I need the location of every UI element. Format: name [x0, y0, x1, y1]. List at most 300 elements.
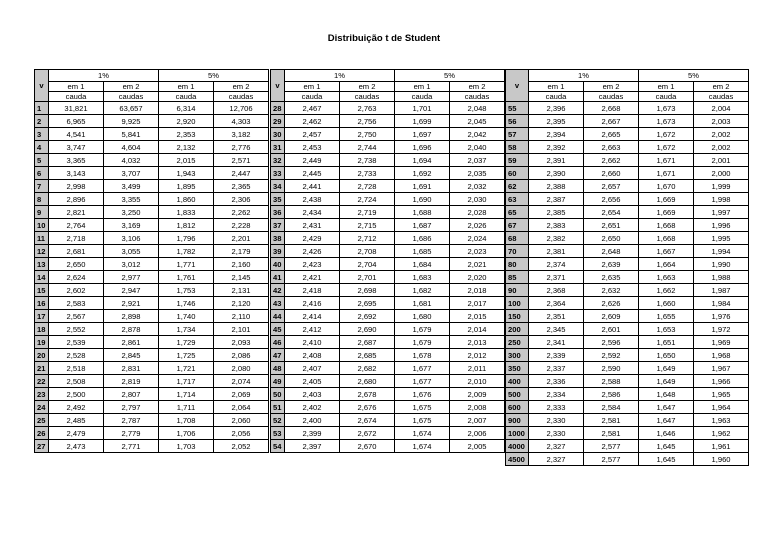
critical-value: 1,796	[159, 232, 214, 245]
critical-value: 1,675	[395, 401, 450, 414]
critical-value: 2,017	[450, 297, 505, 310]
critical-value: 2,583	[49, 297, 104, 310]
critical-value: 2,473	[49, 440, 104, 453]
critical-value: 2,500	[49, 388, 104, 401]
table-row	[506, 206, 749, 219]
critical-value: 2,009	[450, 388, 505, 401]
header-row	[506, 70, 749, 82]
subheader-row-2	[506, 92, 749, 102]
critical-value: 2,010	[450, 375, 505, 388]
critical-value: 1,663	[639, 271, 694, 284]
degrees-of-freedom: 52	[271, 414, 285, 427]
critical-value: 2,429	[285, 232, 340, 245]
header-two-tail: em 2	[450, 82, 505, 92]
critical-value: 2,353	[159, 128, 214, 141]
degrees-of-freedom: 29	[271, 115, 285, 128]
degrees-of-freedom: 39	[271, 245, 285, 258]
critical-value: 2,898	[104, 310, 159, 323]
degrees-of-freedom: 32	[271, 154, 285, 167]
critical-value: 31,821	[49, 102, 104, 115]
header-two-tail: em 2	[104, 82, 159, 92]
critical-value: 2,005	[450, 440, 505, 453]
table-row	[271, 102, 505, 115]
table-row	[35, 349, 269, 362]
header-two-tail-2: caudas	[104, 92, 159, 102]
critical-value: 2,228	[214, 219, 269, 232]
table-row	[35, 427, 269, 440]
header-one-tail: em 1	[395, 82, 450, 92]
degrees-of-freedom: 58	[506, 141, 529, 154]
critical-value: 1,963	[694, 414, 749, 427]
degrees-of-freedom: 45	[271, 323, 285, 336]
critical-value: 2,831	[104, 362, 159, 375]
critical-value: 3,707	[104, 167, 159, 180]
critical-value: 1,691	[395, 180, 450, 193]
critical-value: 2,399	[285, 427, 340, 440]
degrees-of-freedom: 25	[35, 414, 49, 427]
critical-value: 4,604	[104, 141, 159, 154]
critical-value: 2,024	[450, 232, 505, 245]
table-row	[35, 362, 269, 375]
critical-value: 1,996	[694, 219, 749, 232]
degrees-of-freedom: 26	[35, 427, 49, 440]
degrees-of-freedom: 49	[271, 375, 285, 388]
table-row	[271, 193, 505, 206]
critical-value: 1,664	[639, 258, 694, 271]
critical-value: 3,365	[49, 154, 104, 167]
critical-value: 2,069	[214, 388, 269, 401]
degrees-of-freedom: 48	[271, 362, 285, 375]
critical-value: 1,987	[694, 284, 749, 297]
critical-value: 2,018	[450, 284, 505, 297]
table-row	[506, 167, 749, 180]
table-row	[506, 154, 749, 167]
critical-value: 2,447	[214, 167, 269, 180]
degrees-of-freedom: 41	[271, 271, 285, 284]
degrees-of-freedom: 56	[506, 115, 529, 128]
critical-value: 2,438	[285, 193, 340, 206]
degrees-of-freedom: 4000	[506, 440, 529, 453]
critical-value: 2,445	[285, 167, 340, 180]
table-row	[506, 336, 749, 349]
critical-value: 1,961	[694, 440, 749, 453]
critical-value: 1,962	[694, 427, 749, 440]
degrees-of-freedom: 57	[506, 128, 529, 141]
critical-value: 1,651	[639, 336, 694, 349]
table-row	[506, 414, 749, 427]
degrees-of-freedom: 12	[35, 245, 49, 258]
header-one-tail: em 1	[285, 82, 340, 92]
header-1pct: 1%	[49, 70, 159, 82]
critical-value: 2,327	[529, 453, 584, 466]
critical-value: 1,678	[395, 349, 450, 362]
degrees-of-freedom: 14	[35, 271, 49, 284]
critical-value: 2,008	[450, 401, 505, 414]
critical-value: 2,682	[340, 362, 395, 375]
subheader-row	[271, 82, 505, 92]
critical-value: 2,654	[584, 206, 639, 219]
t-table-block-2	[270, 69, 505, 453]
header-two-tail-2: caudas	[450, 92, 505, 102]
critical-value: 2,385	[529, 206, 584, 219]
header-5pct: 5%	[395, 70, 505, 82]
critical-value: 1,672	[639, 141, 694, 154]
header-one-tail: em 1	[529, 82, 584, 92]
subheader-row	[35, 82, 269, 92]
degrees-of-freedom: 37	[271, 219, 285, 232]
critical-value: 2,021	[450, 258, 505, 271]
critical-value: 2,650	[584, 232, 639, 245]
degrees-of-freedom: 18	[35, 323, 49, 336]
critical-value: 2,339	[529, 349, 584, 362]
critical-value: 2,662	[584, 154, 639, 167]
critical-value: 2,003	[694, 115, 749, 128]
critical-value: 2,093	[214, 336, 269, 349]
table-row	[35, 232, 269, 245]
critical-value: 2,692	[340, 310, 395, 323]
degrees-of-freedom: 36	[271, 206, 285, 219]
degrees-of-freedom: 85	[506, 271, 529, 284]
critical-value: 2,861	[104, 336, 159, 349]
header-two-tail: em 2	[694, 82, 749, 92]
critical-value: 2,341	[529, 336, 584, 349]
critical-value: 1,673	[639, 115, 694, 128]
critical-value: 2,708	[340, 245, 395, 258]
critical-value: 2,388	[529, 180, 584, 193]
critical-value: 2,920	[159, 115, 214, 128]
critical-value: 1,690	[395, 193, 450, 206]
degrees-of-freedom: 17	[35, 310, 49, 323]
degrees-of-freedom: 54	[271, 440, 285, 453]
header-two-tail-2: caudas	[584, 92, 639, 102]
critical-value: 2,132	[159, 141, 214, 154]
critical-value: 1,943	[159, 167, 214, 180]
critical-value: 1,812	[159, 219, 214, 232]
critical-value: 1,647	[639, 414, 694, 427]
table-row	[506, 180, 749, 193]
table-row	[271, 284, 505, 297]
critical-value: 4,303	[214, 115, 269, 128]
critical-value: 2,485	[49, 414, 104, 427]
critical-value: 1,694	[395, 154, 450, 167]
table-row	[35, 297, 269, 310]
critical-value: 2,012	[450, 349, 505, 362]
degrees-of-freedom: 59	[506, 154, 529, 167]
critical-value: 2,457	[285, 128, 340, 141]
critical-value: 2,719	[340, 206, 395, 219]
critical-value: 3,012	[104, 258, 159, 271]
table-row	[271, 219, 505, 232]
degrees-of-freedom: 9	[35, 206, 49, 219]
critical-value: 1,669	[639, 193, 694, 206]
critical-value: 2,101	[214, 323, 269, 336]
critical-value: 2,947	[104, 284, 159, 297]
critical-value: 2,601	[584, 323, 639, 336]
critical-value: 1,994	[694, 245, 749, 258]
table-row	[506, 141, 749, 154]
critical-value: 2,581	[584, 427, 639, 440]
critical-value: 1,711	[159, 401, 214, 414]
critical-value: 1,692	[395, 167, 450, 180]
critical-value: 2,391	[529, 154, 584, 167]
header-one-tail: em 1	[49, 82, 104, 92]
critical-value: 2,656	[584, 193, 639, 206]
header-two-tail: em 2	[340, 82, 395, 92]
degrees-of-freedom: 2	[35, 115, 49, 128]
critical-value: 2,007	[450, 414, 505, 427]
critical-value: 2,064	[214, 401, 269, 414]
header-two-tail: em 2	[214, 82, 269, 92]
header-one-tail-2: cauda	[159, 92, 214, 102]
critical-value: 2,715	[340, 219, 395, 232]
degrees-of-freedom: 38	[271, 232, 285, 245]
critical-value: 2,395	[529, 115, 584, 128]
critical-value: 2,336	[529, 375, 584, 388]
header-5pct: 5%	[639, 70, 749, 82]
critical-value: 1,740	[159, 310, 214, 323]
table-row	[35, 375, 269, 388]
critical-value: 2,588	[584, 375, 639, 388]
table-row	[271, 414, 505, 427]
critical-value: 2,431	[285, 219, 340, 232]
critical-value: 1,685	[395, 245, 450, 258]
critical-value: 2,685	[340, 349, 395, 362]
degrees-of-freedom: 35	[271, 193, 285, 206]
degrees-of-freedom: 3	[35, 128, 49, 141]
critical-value: 2,609	[584, 310, 639, 323]
header-one-tail: em 1	[159, 82, 214, 92]
critical-value: 2,592	[584, 349, 639, 362]
critical-value: 2,037	[450, 154, 505, 167]
critical-value: 2,262	[214, 206, 269, 219]
critical-value: 1,674	[395, 440, 450, 453]
critical-value: 2,674	[340, 414, 395, 427]
critical-value: 2,120	[214, 297, 269, 310]
critical-value: 1,645	[639, 440, 694, 453]
critical-value: 1,746	[159, 297, 214, 310]
degrees-of-freedom: 400	[506, 375, 529, 388]
critical-value: 2,131	[214, 284, 269, 297]
degrees-of-freedom: 500	[506, 388, 529, 401]
critical-value: 2,412	[285, 323, 340, 336]
critical-value: 2,728	[340, 180, 395, 193]
critical-value: 3,499	[104, 180, 159, 193]
critical-value: 2,337	[529, 362, 584, 375]
critical-value: 2,410	[285, 336, 340, 349]
table-row	[35, 336, 269, 349]
table-row	[35, 284, 269, 297]
critical-value: 2,821	[49, 206, 104, 219]
critical-value: 1,708	[159, 414, 214, 427]
degrees-of-freedom: 900	[506, 414, 529, 427]
table-row	[271, 115, 505, 128]
header-one-tail-2: cauda	[49, 92, 104, 102]
critical-value: 2,423	[285, 258, 340, 271]
critical-value: 2,624	[49, 271, 104, 284]
critical-value: 2,002	[694, 128, 749, 141]
table-row	[271, 206, 505, 219]
critical-value: 6,965	[49, 115, 104, 128]
degrees-of-freedom: 200	[506, 323, 529, 336]
critical-value: 3,106	[104, 232, 159, 245]
critical-value: 1,672	[639, 128, 694, 141]
table-row	[506, 388, 749, 401]
critical-value: 1,647	[639, 401, 694, 414]
critical-value: 2,396	[529, 102, 584, 115]
critical-value: 1,676	[395, 388, 450, 401]
table-row	[506, 258, 749, 271]
table-row	[271, 180, 505, 193]
table-row	[35, 401, 269, 414]
critical-value: 2,590	[584, 362, 639, 375]
table-row	[35, 414, 269, 427]
table-row	[271, 154, 505, 167]
critical-value: 2,330	[529, 414, 584, 427]
critical-value: 1,721	[159, 362, 214, 375]
critical-value: 2,001	[694, 154, 749, 167]
critical-value: 1,686	[395, 232, 450, 245]
subheader-row-2	[271, 92, 505, 102]
critical-value: 2,845	[104, 349, 159, 362]
critical-value: 1,729	[159, 336, 214, 349]
degrees-of-freedom: 150	[506, 310, 529, 323]
critical-value: 2,110	[214, 310, 269, 323]
table-row	[35, 323, 269, 336]
critical-value: 2,426	[285, 245, 340, 258]
table-row	[506, 128, 749, 141]
critical-value: 1,999	[694, 180, 749, 193]
subheader-row	[506, 82, 749, 92]
critical-value: 1,668	[639, 232, 694, 245]
critical-value: 2,657	[584, 180, 639, 193]
header-two-tail-2: caudas	[214, 92, 269, 102]
degrees-of-freedom: 90	[506, 284, 529, 297]
header-one-tail-2: cauda	[639, 92, 694, 102]
critical-value: 2,718	[49, 232, 104, 245]
critical-value: 1,699	[395, 115, 450, 128]
critical-value: 63,657	[104, 102, 159, 115]
table-row	[271, 323, 505, 336]
critical-value: 1,655	[639, 310, 694, 323]
critical-value: 1,645	[639, 453, 694, 466]
critical-value: 2,733	[340, 167, 395, 180]
critical-value: 1,703	[159, 440, 214, 453]
critical-value: 3,169	[104, 219, 159, 232]
degrees-of-freedom: 10	[35, 219, 49, 232]
header-one-tail: em 1	[639, 82, 694, 92]
critical-value: 2,528	[49, 349, 104, 362]
critical-value: 9,925	[104, 115, 159, 128]
critical-value: 2,878	[104, 323, 159, 336]
critical-value: 4,541	[49, 128, 104, 141]
critical-value: 1,679	[395, 336, 450, 349]
critical-value: 2,462	[285, 115, 340, 128]
table-row	[271, 336, 505, 349]
table-row	[35, 310, 269, 323]
critical-value: 2,414	[285, 310, 340, 323]
table-row	[506, 102, 749, 115]
critical-value: 1,674	[395, 427, 450, 440]
degrees-of-freedom: 46	[271, 336, 285, 349]
degrees-of-freedom: 15	[35, 284, 49, 297]
degrees-of-freedom: 67	[506, 219, 529, 232]
critical-value: 6,314	[159, 102, 214, 115]
degrees-of-freedom: 24	[35, 401, 49, 414]
critical-value: 3,143	[49, 167, 104, 180]
critical-value: 2,577	[584, 440, 639, 453]
critical-value: 1,998	[694, 193, 749, 206]
critical-value: 1,649	[639, 375, 694, 388]
header-two-tail-2: caudas	[694, 92, 749, 102]
degrees-of-freedom: 40	[271, 258, 285, 271]
critical-value: 1,965	[694, 388, 749, 401]
table-row	[506, 232, 749, 245]
critical-value: 2,015	[159, 154, 214, 167]
degrees-of-freedom: 68	[506, 232, 529, 245]
critical-value: 2,687	[340, 336, 395, 349]
degrees-of-freedom: 47	[271, 349, 285, 362]
degrees-of-freedom: 6	[35, 167, 49, 180]
critical-value: 2,680	[340, 375, 395, 388]
table-row	[271, 440, 505, 453]
critical-value: 1,967	[694, 362, 749, 375]
header-5pct: 5%	[159, 70, 269, 82]
critical-value: 2,449	[285, 154, 340, 167]
critical-value: 2,651	[584, 219, 639, 232]
header-row	[35, 70, 269, 82]
table-row	[35, 193, 269, 206]
table-row	[506, 401, 749, 414]
critical-value: 2,698	[340, 284, 395, 297]
header-row	[271, 70, 505, 82]
critical-value: 1,677	[395, 362, 450, 375]
critical-value: 2,681	[49, 245, 104, 258]
critical-value: 1,696	[395, 141, 450, 154]
header-one-tail-2: cauda	[285, 92, 340, 102]
table-row	[271, 310, 505, 323]
critical-value: 2,670	[340, 440, 395, 453]
critical-value: 1,682	[395, 284, 450, 297]
critical-value: 2,387	[529, 193, 584, 206]
table-row	[35, 245, 269, 258]
critical-value: 2,048	[450, 102, 505, 115]
degrees-of-freedom: 21	[35, 362, 49, 375]
critical-value: 2,416	[285, 297, 340, 310]
critical-value: 2,763	[340, 102, 395, 115]
table-row	[35, 388, 269, 401]
critical-value: 2,056	[214, 427, 269, 440]
critical-value: 2,306	[214, 193, 269, 206]
critical-value: 1,968	[694, 349, 749, 362]
degrees-of-freedom: 28	[271, 102, 285, 115]
degrees-of-freedom: 250	[506, 336, 529, 349]
critical-value: 2,776	[214, 141, 269, 154]
degrees-of-freedom: 4500	[506, 453, 529, 466]
critical-value: 2,977	[104, 271, 159, 284]
critical-value: 1,681	[395, 297, 450, 310]
degrees-of-freedom: 30	[271, 128, 285, 141]
critical-value: 2,060	[214, 414, 269, 427]
critical-value: 1,667	[639, 245, 694, 258]
critical-value: 1,671	[639, 167, 694, 180]
critical-value: 1,650	[639, 349, 694, 362]
degrees-of-freedom: 60	[506, 167, 529, 180]
critical-value: 1,673	[639, 102, 694, 115]
table-row	[35, 128, 269, 141]
degrees-of-freedom: 19	[35, 336, 49, 349]
critical-value: 2,418	[285, 284, 340, 297]
critical-value: 2,011	[450, 362, 505, 375]
